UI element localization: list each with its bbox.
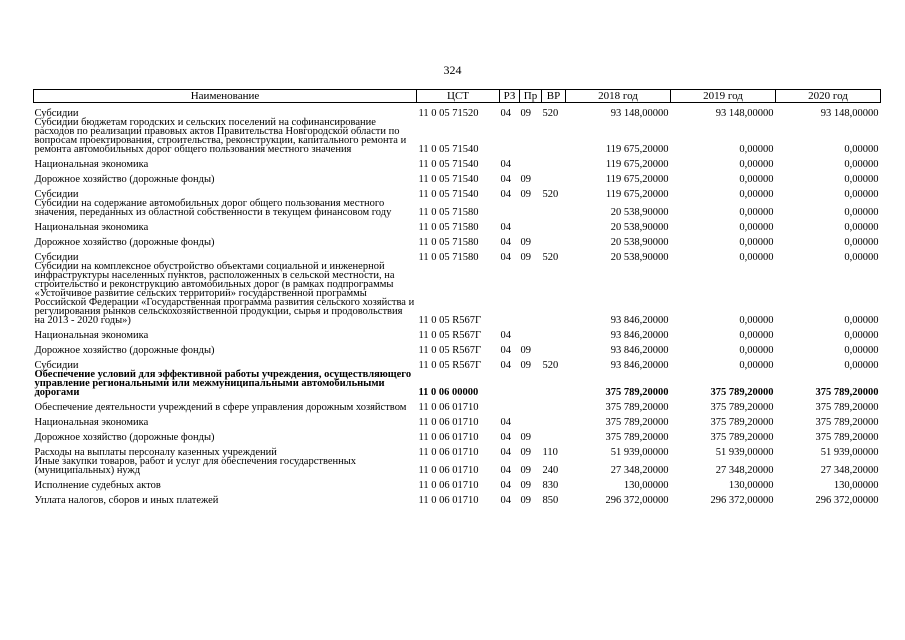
cell-2019: 0,00000 [739, 236, 774, 248]
cell-cst: 11 0 05 71520 [418, 107, 479, 119]
header-2018: 2018 год [566, 90, 671, 103]
cell-rz [500, 370, 520, 397]
cell-2018: 119 675,20000 [605, 158, 669, 170]
cell-rz: 04 [500, 188, 511, 200]
cell-cst: 11 0 05 71580 [418, 221, 479, 233]
cell-2019: 0,00000 [739, 359, 774, 371]
cell-2018: 93 846,20000 [610, 359, 669, 371]
cell-pr [520, 325, 542, 340]
cell-vr [542, 154, 566, 169]
cell-pr: 09 [520, 359, 531, 371]
cell-2018: 375 789,20000 [605, 401, 669, 413]
cell-2020: 0,00000 [844, 329, 879, 341]
cell-2019: 0,00000 [739, 314, 774, 326]
page-number: 324 [443, 63, 462, 77]
cell-2018: 119 675,20000 [605, 188, 669, 200]
cell-2019: 375 789,20000 [710, 401, 774, 413]
cell-rz: 04 [500, 221, 511, 233]
cell-2018: 93 846,20000 [610, 314, 669, 326]
cell-rz [500, 262, 520, 325]
cell-2018: 93 846,20000 [610, 344, 669, 356]
table-row [34, 475, 881, 490]
cell-vr: 830 [542, 479, 559, 491]
cell-vr [542, 412, 566, 427]
header-cst: ЦСТ [417, 90, 500, 103]
cell-2018: 375 789,20000 [605, 431, 669, 443]
cell-2019: 130,00000 [728, 479, 774, 491]
cell-2020: 0,00000 [844, 344, 879, 356]
cell-2019: 0,00000 [739, 221, 774, 233]
table-row [34, 490, 881, 505]
cell-2020: 0,00000 [844, 314, 879, 326]
cell-2020: 27 348,20000 [820, 464, 879, 476]
cell-pr [520, 370, 542, 397]
cell-vr [542, 340, 566, 355]
cell-2019: 0,00000 [739, 173, 774, 185]
cell-cst: 11 0 05 R567Г [418, 329, 482, 341]
cell-pr: 09 [520, 236, 531, 248]
cell-2020: 0,00000 [844, 221, 879, 233]
cell-vr [542, 199, 566, 217]
cell-name: Субсидии [34, 251, 79, 263]
cell-2018: 375 789,20000 [605, 416, 669, 428]
cell-pr [520, 154, 542, 169]
table-row [34, 103, 881, 118]
cell-cst: 11 0 06 01710 [418, 479, 479, 491]
cell-name: Обеспечение условий для эффективной работы учреждения, осуществляющего управление региональными или межмуниципальными автомобильными дорогами [34, 368, 412, 398]
cell-cst: 11 0 06 01710 [418, 401, 479, 413]
cell-2020: 375 789,20000 [815, 401, 879, 413]
table-row [34, 397, 881, 412]
cell-2020: 0,00000 [844, 251, 879, 263]
cell-rz: 04 [500, 251, 511, 263]
cell-rz: 04 [500, 446, 511, 458]
header-rz: РЗ [500, 90, 520, 103]
cell-pr: 09 [520, 431, 531, 443]
cell-name: Субсидии [34, 359, 79, 371]
cell-rz [500, 397, 520, 412]
budget-table [33, 89, 881, 505]
cell-2018: 20 538,90000 [610, 206, 669, 218]
cell-pr: 09 [520, 464, 531, 476]
cell-cst: 11 0 05 71540 [418, 143, 479, 155]
table-row [34, 340, 881, 355]
table-row [34, 262, 881, 325]
table-row [34, 412, 881, 427]
table-row [34, 355, 881, 370]
cell-name: Уплата налогов, сборов и иных платежей [34, 494, 219, 506]
cell-2019: 0,00000 [739, 329, 774, 341]
cell-2018: 93 148,00000 [610, 107, 669, 119]
cell-pr: 09 [520, 251, 531, 263]
header-2019: 2019 год [671, 90, 776, 103]
cell-2018: 93 846,20000 [610, 329, 669, 341]
cell-cst: 11 0 05 71580 [418, 206, 479, 218]
cell-name: Дорожное хозяйство (дорожные фонды) [34, 236, 215, 248]
cell-vr [542, 232, 566, 247]
cell-name: Обеспечение деятельности учреждений в сфере управления дорожным хозяйством [34, 401, 407, 413]
cell-2020: 0,00000 [844, 359, 879, 371]
cell-2019: 0,00000 [739, 251, 774, 263]
table-row [34, 184, 881, 199]
cell-pr [520, 412, 542, 427]
cell-name: Иные закупки товаров, работ и услуг для обеспечения государственных (муниципальных) нужд [34, 455, 357, 476]
cell-vr [542, 370, 566, 397]
cell-name: Национальная экономика [34, 329, 149, 341]
cell-cst: 11 0 06 01710 [418, 446, 479, 458]
cell-cst: 11 0 05 71580 [418, 236, 479, 248]
table-row [34, 457, 881, 475]
cell-2019: 93 148,00000 [715, 107, 774, 119]
cell-2020: 0,00000 [844, 236, 879, 248]
cell-rz: 04 [500, 344, 511, 356]
cell-name: Субсидии на комплексное обустройство объектами социальной и инженерной инфраструктуры населенных пунктов, расположенных в сельской местности, на строительство и реконструкцию автомобильных дорог (в рамках подпрограммы «Устойчивое развитие сельских территорий» государственной программы Российской Федерации «Государственная программа развития сельского хозяйства и регулирования рынков сельскохозяйственной продукции, сырья и продовольствия на 2013 - 2020 годы») [34, 260, 415, 326]
table-row [34, 370, 881, 397]
cell-vr [542, 397, 566, 412]
cell-name: Субсидии [34, 107, 79, 119]
table-row [34, 199, 881, 217]
cell-cst: 11 0 06 01710 [418, 494, 479, 506]
table-row [34, 442, 881, 457]
cell-vr: 520 [542, 359, 559, 371]
cell-rz [500, 118, 520, 154]
header-pr: Пр [520, 90, 542, 103]
cell-2019: 0,00000 [739, 188, 774, 200]
cell-2020: 296 372,00000 [815, 494, 879, 506]
cell-vr: 240 [542, 464, 559, 476]
cell-rz [500, 199, 520, 217]
cell-2020: 130,00000 [833, 479, 879, 491]
cell-pr: 09 [520, 188, 531, 200]
cell-vr [542, 217, 566, 232]
cell-rz: 04 [500, 494, 511, 506]
cell-rz: 04 [500, 416, 511, 428]
cell-cst: 11 0 06 01710 [418, 416, 479, 428]
cell-vr: 850 [542, 494, 559, 506]
cell-2020: 0,00000 [844, 206, 879, 218]
cell-2018: 130,00000 [623, 479, 669, 491]
table-row [34, 154, 881, 169]
table-header-row [34, 90, 881, 103]
cell-2020: 0,00000 [844, 158, 879, 170]
table-row [34, 217, 881, 232]
cell-rz: 04 [500, 464, 511, 476]
cell-rz: 04 [500, 329, 511, 341]
cell-pr [520, 397, 542, 412]
cell-name: Дорожное хозяйство (дорожные фонды) [34, 431, 215, 443]
table-row [34, 118, 881, 154]
table-row [34, 325, 881, 340]
cell-2019: 0,00000 [739, 143, 774, 155]
cell-2018: 27 348,20000 [610, 464, 669, 476]
cell-vr [542, 262, 566, 325]
cell-pr: 09 [520, 107, 531, 119]
table-row [34, 247, 881, 262]
cell-rz: 04 [500, 359, 511, 371]
cell-pr: 09 [520, 446, 531, 458]
cell-pr [520, 118, 542, 154]
header-vr: ВР [542, 90, 566, 103]
cell-name: Национальная экономика [34, 158, 149, 170]
cell-2018: 20 538,90000 [610, 251, 669, 263]
cell-vr [542, 169, 566, 184]
cell-name: Расходы на выплаты персоналу казенных учреждений [34, 446, 277, 458]
cell-2020: 0,00000 [844, 143, 879, 155]
cell-cst: 11 0 05 R567Г [418, 344, 482, 356]
cell-2020: 93 148,00000 [820, 107, 879, 119]
cell-2019: 0,00000 [739, 158, 774, 170]
table-row [34, 427, 881, 442]
cell-2018: 51 939,00000 [610, 446, 669, 458]
cell-2018: 20 538,90000 [610, 221, 669, 233]
cell-2020: 375 789,20000 [815, 386, 879, 398]
cell-cst: 11 0 05 71540 [418, 158, 479, 170]
cell-2020: 375 789,20000 [815, 416, 879, 428]
cell-rz: 04 [500, 173, 511, 185]
cell-2019: 0,00000 [739, 206, 774, 218]
cell-rz: 04 [500, 107, 511, 119]
cell-2019: 375 789,20000 [710, 386, 774, 398]
header-name: Наименование [34, 90, 417, 103]
cell-cst: 11 0 05 71580 [418, 251, 479, 263]
cell-name: Субсидии бюджетам городских и сельских поселений на софинансирование расходов по реализации правовых актов Правительства Новгородской области по вопросам проектирования, строительства, реконструкции, капитального ремонта и ремонта автомобильных дорог общего пользования местного значения [34, 116, 407, 155]
cell-2020: 51 939,00000 [820, 446, 879, 458]
cell-vr: 520 [542, 251, 559, 263]
cell-cst: 11 0 06 01710 [418, 431, 479, 443]
cell-rz: 04 [500, 236, 511, 248]
cell-2019: 296 372,00000 [710, 494, 774, 506]
cell-name: Исполнение судебных актов [34, 479, 161, 491]
cell-2018: 375 789,20000 [605, 386, 669, 398]
cell-name: Национальная экономика [34, 416, 149, 428]
cell-pr: 09 [520, 344, 531, 356]
cell-pr: 09 [520, 479, 531, 491]
cell-2019: 0,00000 [739, 344, 774, 356]
cell-pr: 09 [520, 494, 531, 506]
cell-2018: 119 675,20000 [605, 143, 669, 155]
header-2020: 2020 год [776, 90, 881, 103]
cell-cst: 11 0 06 00000 [418, 386, 479, 398]
cell-name: Дорожное хозяйство (дорожные фонды) [34, 173, 215, 185]
cell-cst: 11 0 05 R567Г [418, 359, 482, 371]
cell-name: Субсидии на содержание автомобильных дорог общего пользования местного значения, переданных из областной собственности в текущем финансовом году [34, 197, 392, 218]
cell-pr: 09 [520, 173, 531, 185]
cell-cst: 11 0 05 71540 [418, 173, 479, 185]
cell-vr: 520 [542, 107, 559, 119]
cell-2018: 296 372,00000 [605, 494, 669, 506]
cell-rz: 04 [500, 431, 511, 443]
cell-cst: 11 0 06 01710 [418, 464, 479, 476]
cell-name: Субсидии [34, 188, 79, 200]
cell-name: Национальная экономика [34, 221, 149, 233]
cell-cst: 11 0 05 71540 [418, 188, 479, 200]
cell-rz: 04 [500, 479, 511, 491]
cell-2018: 119 675,20000 [605, 173, 669, 185]
cell-2020: 0,00000 [844, 188, 879, 200]
cell-2019: 51 939,00000 [715, 446, 774, 458]
cell-2019: 27 348,20000 [715, 464, 774, 476]
cell-pr [520, 262, 542, 325]
cell-vr: 110 [542, 446, 558, 458]
table-row [34, 169, 881, 184]
cell-2018: 20 538,90000 [610, 236, 669, 248]
cell-rz: 04 [500, 158, 511, 170]
cell-pr [520, 199, 542, 217]
cell-vr [542, 325, 566, 340]
cell-vr: 520 [542, 188, 559, 200]
cell-2020: 375 789,20000 [815, 431, 879, 443]
cell-cst: 11 0 05 R567Г [418, 314, 482, 326]
cell-2019: 375 789,20000 [710, 431, 774, 443]
cell-vr [542, 118, 566, 154]
table-row [34, 232, 881, 247]
cell-vr [542, 427, 566, 442]
cell-2020: 0,00000 [844, 173, 879, 185]
cell-2019: 375 789,20000 [710, 416, 774, 428]
cell-name: Дорожное хозяйство (дорожные фонды) [34, 344, 215, 356]
cell-pr [520, 217, 542, 232]
